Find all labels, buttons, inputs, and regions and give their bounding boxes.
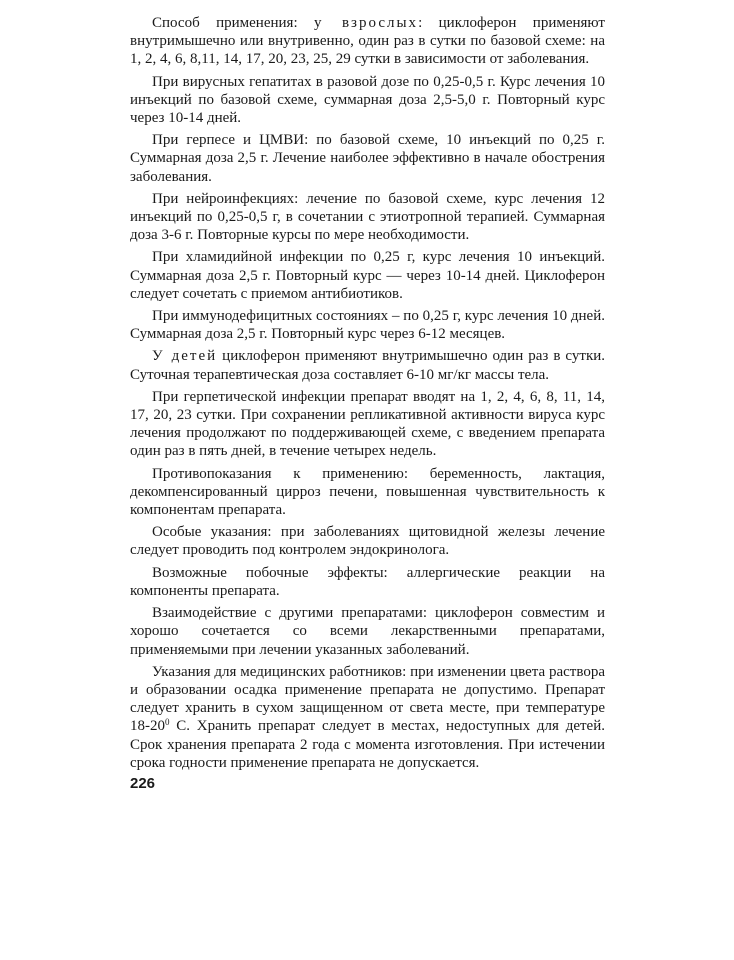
usage-adults-body: : циклоферон применяют внутримышечно или внутривенно, один раз в сутки по базовой схеме: на 1, 2, 4, 6, 8,11, 14, 17, 20, 23, 25, 29 сутки в зависимости от заболевания. bbox=[130, 15, 605, 68]
paragraph-special-instructions: Особые указания: при заболеваниях щитовидной железы лечение следует проводить под контролем эндокринолога. bbox=[130, 524, 605, 559]
adults-emphasis: у взрослых bbox=[314, 15, 419, 31]
paragraph-hepatitis: При вирусных гепатитах в разовой дозе по 0,25-0,5 г. Курс лечения 10 инъекций по базовой схеме, суммарная доза 2,5-5,0 г. Повторный курс через 10-14 дней. bbox=[130, 73, 605, 127]
paragraph-side-effects: Возможные побочные эффекты: аллергические реакции на компоненты препарата. bbox=[130, 564, 605, 599]
paragraph-neuroinfections: При нейроинфекциях: лечение по базовой схеме, курс лечения 12 инъекций по 0,25-0,5 г, в сочетании с этиотропной терапией. Суммарная доза 3-6 г. Повторные курсы по мере необходимости. bbox=[130, 190, 605, 244]
paragraph-chlamydia: При хламидийной инфекции по 0,25 г, курс лечения 10 инъекций. Суммарная доза 2,5 г. Повторный курс — через 10-14 дней. Циклоферон следует сочетать с приемом антибиотиков. bbox=[130, 249, 605, 302]
paragraph-immunodeficiency: При иммунодефицитных состояниях – по 0,25 г, курс лечения 10 дней. Суммарная доза 2,5 г. Повторный курс через 6-12 месяцев. bbox=[130, 308, 605, 343]
paragraph-contraindications: Противопоказания к применению: беременность, лактация, декомпенсированный цирроз печени, повышенная чувствительность к компонентам препарата. bbox=[130, 465, 605, 519]
children-emphasis: У детей bbox=[152, 348, 218, 365]
storage-body: С. Хранить препарат следует в местах, недоступных для детей. Срок хранения препарата 2 года с момента изготовления. При истечении срока годности применение препарата не допускается. bbox=[130, 718, 605, 771]
degree-superscript: 0 bbox=[165, 717, 170, 728]
paragraph-medical-staff-instructions bbox=[130, 663, 605, 772]
paragraph-herpetic-infection: При герпетической инфекции препарат вводят на 1, 2, 4, 6, 8, 11, 14, 17, 20, 23 сутки. При сохранении репликативной активности вируса курс лечения продолжают по поддерживающей схеме, с введением препарата один раз в пять дней, в течение четырех недель. bbox=[130, 388, 605, 460]
paragraph-herpes-cmvi: При герпесе и ЦМВИ: по базовой схеме, 10 инъекций по 0,25 г. Суммарная доза 2,5 г. Лечение наиболее эффективно в начале обострения заболевания. bbox=[130, 132, 605, 185]
page-body bbox=[130, 14, 605, 776]
page-number: 226 bbox=[130, 775, 156, 792]
children-body: циклоферон применяют внутримышечно один раз в сутки. Суточная терапевтическая доза составляет 6-10 мг/кг массы тела. bbox=[130, 348, 606, 383]
paragraph-children bbox=[130, 347, 605, 383]
usage-adults-lead: Способ применения: bbox=[152, 15, 315, 31]
paragraph-interactions: Взаимодействие с другими препаратами: циклоферон совместим и хорошо сочетается со всеми лекарственными препаратами, применяемыми при лечении указанных заболеваний. bbox=[130, 605, 605, 658]
paragraph-usage-adults bbox=[130, 14, 605, 69]
storage-lead: Указания для медицинских работников: при изменении цвета раствора и образовании осадка применение препарата не допустимо. Препарат следует хранить в сухом защищенном от света месте, при температуре 18-20 bbox=[130, 663, 605, 735]
